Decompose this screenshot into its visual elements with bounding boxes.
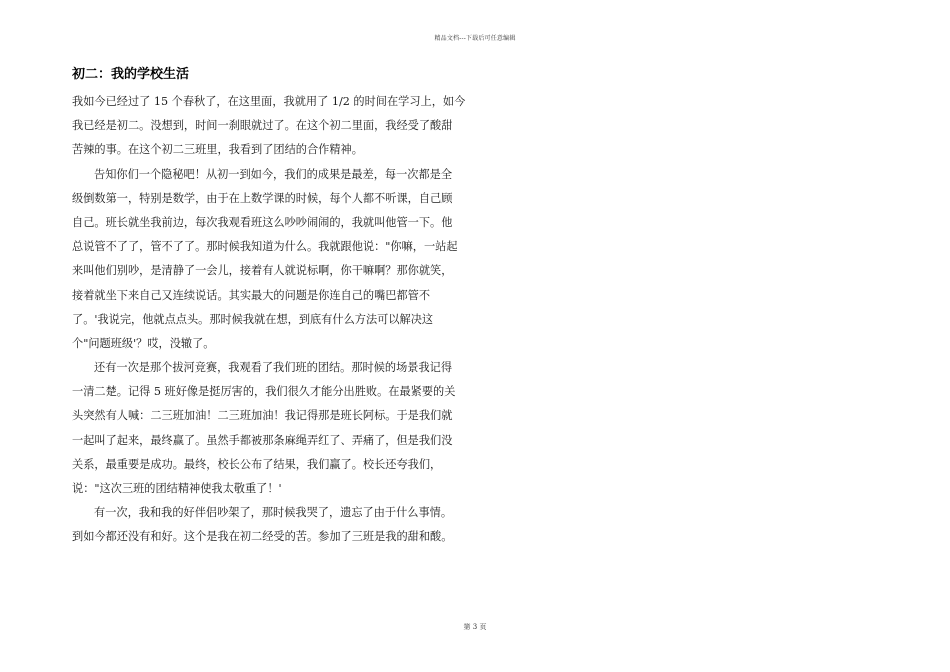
paragraph-start-line: 有一次，我和我的好伴侣吵架了，那时候我哭了，遗忘了由于什么事情。 xyxy=(94,506,453,520)
paragraph-start-line: 告知你们一个隐秘吧！从初一到如今，我们的成果是最差，每一次都是全 xyxy=(94,167,453,181)
body-line: 苦辣的事。在这个初二三班里，我看到了团结的合作精神。 xyxy=(72,143,363,157)
body-line: 我已经是初二。没想到，时间一刹眼就过了。在这个初二里面，我经受了酸甜 xyxy=(72,119,453,133)
body-line: 总说管不了了，管不了了。那时候我知道为什么。我就跟他说："你嘛，一站起 xyxy=(72,240,458,254)
body-line: 说："这次三班的团结精神使我太敬重了！' xyxy=(72,482,282,495)
body-line: 了。'我说完，他就点点头。那时候我就在想，到底有什么方法可以解决这 xyxy=(72,312,434,326)
document-title: 初二：我的学校生活 xyxy=(72,67,190,82)
body-line: 关系，最重要是成功。最终，校长公布了结果，我们赢了。校长还夸我们， xyxy=(72,457,442,471)
body-line: 到如今都还没有和好。这个是我在初二经受的苦。参加了三班是我的甜和酸。 xyxy=(72,530,453,544)
body-line: 级倒数第一，特别是数学，由于在上数学课的时候，每个人都不听课，自己顾 xyxy=(72,191,453,205)
body-line: 头突然有人喊：二三班加油！二三班加油！我记得那是班长阿标。于是我们就 xyxy=(72,409,453,423)
paragraph-start-line: 还有一次是那个拔河竞赛，我观看了我们班的团结。那时候的场景我记得 xyxy=(94,361,453,375)
body-line: 个"问题班级'？哎，没辙了。 xyxy=(72,336,215,350)
document-body xyxy=(72,90,472,550)
body-line: 接着就坐下来自己又连续说话。其实最大的问题是你连自己的嘴巴都管不 xyxy=(72,288,431,302)
body-line: 一起叫了起来，最终赢了。虽然手都被那条麻绳弄红了、弄痛了，但是我们没 xyxy=(72,433,453,447)
body-line: 一清二楚。记得 5 班好像是挺厉害的，我们很久才能分出胜败。在最紧要的关 xyxy=(72,385,456,399)
body-line: 我如今已经过了 15 个春秋了，在这里面，我就用了 1/2 的时间在学习上，如今 xyxy=(72,95,466,108)
page-header-note: 精品文档---下载后可任意编辑 xyxy=(434,35,516,42)
body-line: 来叫他们别吵，是清静了一会儿，接着有人就说标啊，你干嘛啊？那你就笑， xyxy=(72,264,453,278)
page-number: 第 3 页 xyxy=(463,623,487,631)
body-line: 自己。班长就坐我前边，每次我观看班这么吵吵闹闹的，我就叫他管一下。他 xyxy=(72,215,453,229)
